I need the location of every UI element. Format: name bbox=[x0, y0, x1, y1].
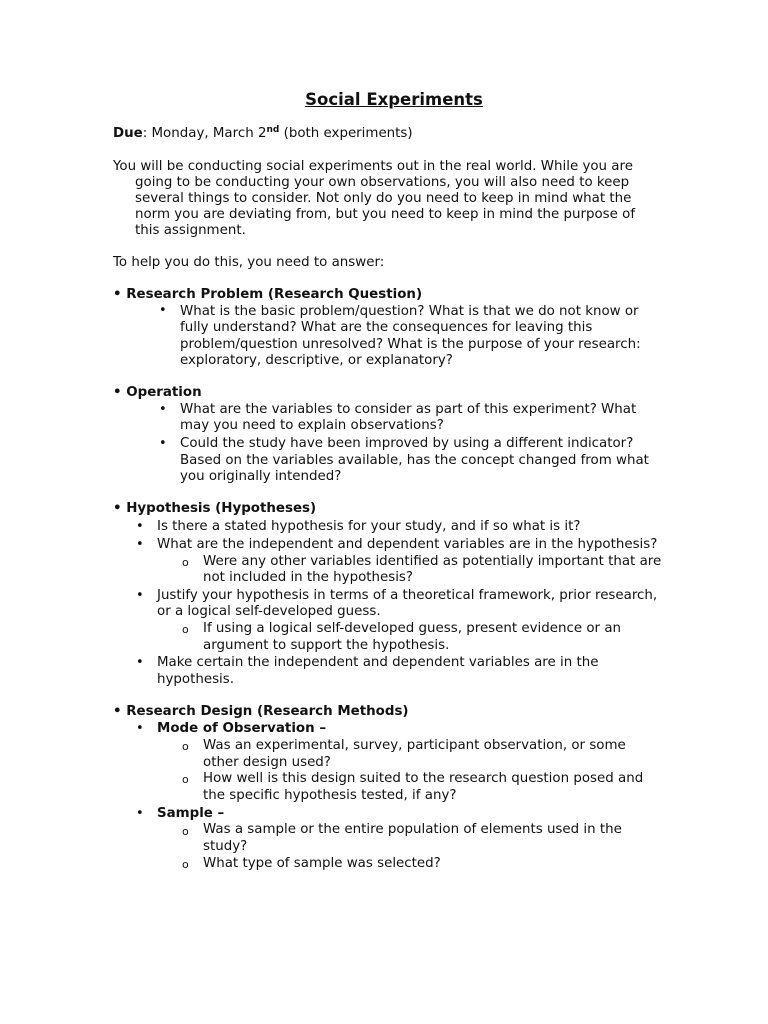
sub-item-line: the specific hypothesis tested, if any? bbox=[203, 788, 457, 803]
circle-bullet-icon: o bbox=[182, 825, 189, 838]
bullet-icon: • bbox=[159, 402, 167, 417]
bullet-icon: • bbox=[136, 806, 144, 821]
list-item-line: or a logical self-developed guess. bbox=[157, 604, 381, 619]
intro-line: norm you are deviating from, but you need to keep in mind the purpose of bbox=[135, 207, 636, 222]
due-line bbox=[113, 126, 413, 143]
mode-of-observation-label: Mode of Observation – bbox=[157, 721, 327, 736]
intro-line: this assignment. bbox=[135, 223, 246, 238]
list-item-line: Is there a stated hypothesis for your study, and if so what is it? bbox=[157, 519, 581, 534]
list-item-line: What are the independent and dependent variables are in the hypothesis? bbox=[157, 537, 658, 552]
sub-item-line: argument to support the hypothesis. bbox=[203, 638, 450, 653]
list-item-line: What are the variables to consider as part of this experiment? What bbox=[180, 402, 637, 417]
list-item-line: fully understand? What are the consequences for leaving this bbox=[180, 320, 593, 335]
list-item-line: Based on the variables available, has the concept changed from what bbox=[180, 453, 649, 468]
section-heading: • Hypothesis (Hypotheses) bbox=[113, 501, 317, 516]
section-heading: • Research Design (Research Methods) bbox=[113, 704, 409, 719]
list-item-line: you originally intended? bbox=[180, 469, 342, 484]
sub-item-line: other design used? bbox=[203, 755, 331, 770]
circle-bullet-icon: o bbox=[182, 773, 189, 786]
sub-item-line: Were any other variables identified as potentially important that are bbox=[203, 554, 662, 569]
circle-bullet-icon: o bbox=[182, 858, 189, 871]
due-text-b: (both experiments) bbox=[279, 126, 413, 141]
circle-bullet-icon: o bbox=[182, 556, 189, 569]
help-line: To help you do this, you need to answer: bbox=[113, 255, 385, 270]
due-text-a: : Monday, March 2 bbox=[142, 126, 267, 141]
list-item-line: Justify your hypothesis in terms of a theoretical framework, prior research, bbox=[157, 588, 658, 603]
list-item-line: hypothesis. bbox=[157, 672, 235, 687]
section-heading: • Operation bbox=[113, 385, 202, 400]
list-item-line: Make certain the independent and dependent variables are in the bbox=[157, 655, 599, 670]
bullet-icon: • bbox=[136, 721, 144, 736]
bullet-icon: • bbox=[136, 655, 144, 670]
sub-item-line: If using a logical self-developed guess, present evidence or an bbox=[203, 621, 622, 636]
due-superscript: nd bbox=[266, 125, 280, 135]
list-item-line: may you need to explain observations? bbox=[180, 418, 444, 433]
sub-item-line: not included in the hypothesis? bbox=[203, 570, 414, 585]
intro-line: You will be conducting social experiments out in the real world. While you are bbox=[113, 159, 633, 174]
list-item-line: Could the study have been improved by using a different indicator? bbox=[180, 436, 634, 451]
intro-line: going to be conducting your own observations, you will also need to keep bbox=[135, 175, 630, 190]
circle-bullet-icon: o bbox=[182, 623, 189, 636]
sub-item-line: What type of sample was selected? bbox=[203, 856, 441, 871]
list-item-line: What is the basic problem/question? What is that we do not know or bbox=[180, 304, 639, 319]
bullet-icon: • bbox=[136, 588, 144, 603]
circle-bullet-icon: o bbox=[182, 740, 189, 753]
bullet-icon: • bbox=[136, 519, 144, 534]
sample-label: Sample – bbox=[157, 806, 225, 821]
intro-line: several things to consider. Not only do you need to keep in mind what the bbox=[135, 191, 632, 206]
list-item-line: exploratory, descriptive, or explanatory? bbox=[180, 353, 453, 368]
bullet-icon: • bbox=[136, 537, 144, 552]
due-label: Due bbox=[113, 126, 143, 141]
list-item-line: problem/question unresolved? What is the purpose of your research: bbox=[180, 337, 641, 352]
section-heading: • Research Problem (Research Question) bbox=[113, 287, 423, 302]
bullet-icon: • bbox=[159, 436, 167, 451]
sub-item-line: Was an experimental, survey, participant observation, or some bbox=[203, 738, 626, 753]
page-title: Social Experiments bbox=[305, 90, 483, 109]
sub-item-line: study? bbox=[203, 839, 248, 854]
bullet-icon: • bbox=[159, 303, 167, 318]
sub-item-line: Was a sample or the entire population of elements used in the bbox=[203, 822, 622, 837]
sub-item-line: How well is this design suited to the research question posed and bbox=[203, 771, 644, 786]
